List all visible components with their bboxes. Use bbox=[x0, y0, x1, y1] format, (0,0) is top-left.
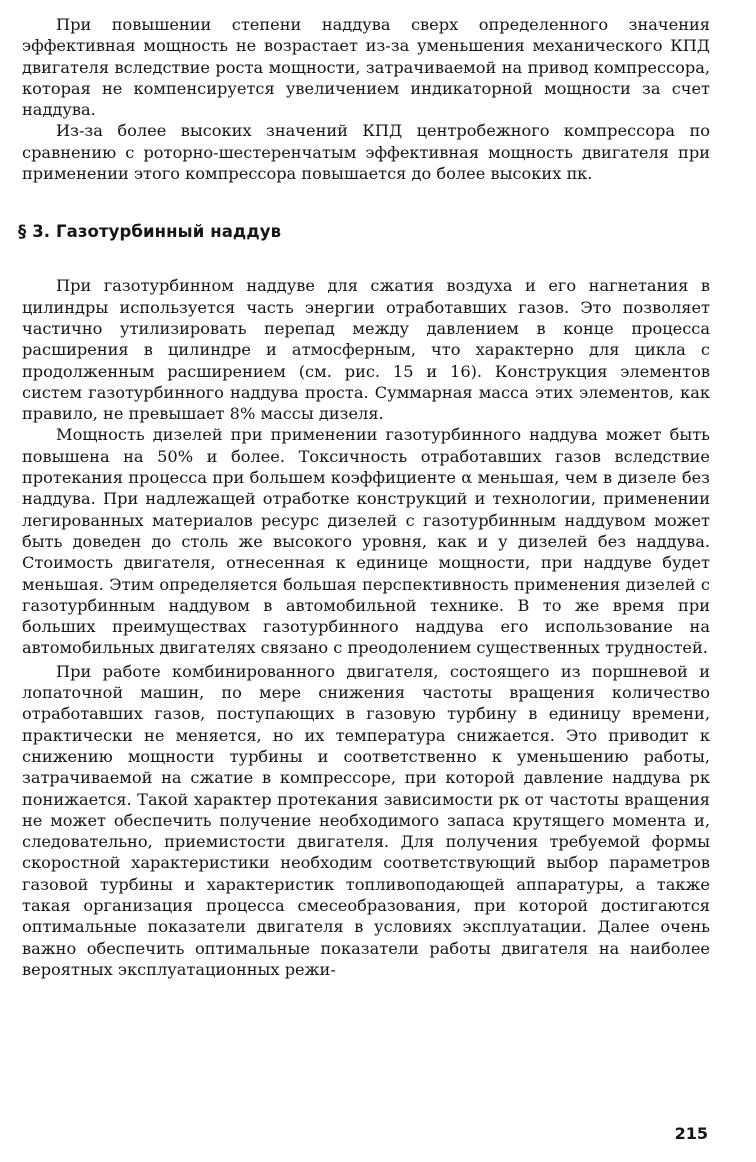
paragraph-supercharging-limit: При повышении степени наддува сверх определенного значения эффективная мощность не возрастает из-за уменьшения механического КПД двигателя вследствие роста мощности, затрачиваемой на привод компрессора, которая не компенсируется увеличением индикаторной мощности за счет наддува. bbox=[22, 15, 710, 120]
paragraph-diesel-power: Мощность дизелей при применении газотурбинного наддува может быть повышена на 50% и более. Токсичность отработавших газов вследствие протекания процесса при большем коэффициенте α меньшая, чем в дизеле без наддува. При надлежащей отработке конструкций и технологии, применении легированных материалов ресурс дизелей с газотурбинным наддувом может быть доведен до столь же высокого уровня, как и у дизелей без наддува. Стоимость двигателя, отнесенная к единице мощности, при наддуве будет меньшая. Этим определяется большая перспективность применения дизелей с газотурбинным наддувом в автомобильной технике. В то же время при больших преимуществах газотурбинного наддува его использование на автомобильных двигателях связано с преодолением существенных трудностей. bbox=[22, 425, 710, 658]
paragraph-combined-engine: При работе комбинированного двигателя, состоящего из поршневой и лопаточной машин, по мере снижения частоты вращения количество отработавших газов, поступающих в газовую турбину в единицу времени, практически не меняется, но их температура снижается. Это приводит к снижению мощности турбины и соответственно к уменьшению работы, затрачиваемой на сжатие в компрессоре, при которой давление наддува pк понижается. Такой характер протекания зависимости pк от частоты вращения не может обеспечить получение необходимого запаса крутящего момента и, следовательно, приемистости двигателя. Для получения требуемой формы скоростной характеристики необходим соответствующий выбор параметров газовой турбины и характеристик топливоподающей аппаратуры, а также такая организация процесса смесеобразования, при которой достигаются оптимальные показатели двигателя в условиях эксплуатации. Далее очень важно обеспечить оптимальные показатели работы двигателя на наиболее вероятных эксплуатационных режи- bbox=[22, 661, 710, 979]
paragraph-gas-turbine-intro: При газотурбинном наддуве для сжатия воздуха и его нагнетания в цилиндры используется часть энергии отработавших газов. Это позволяет частично утилизировать перепад между давлением в конце процесса расширения в цилиндре и атмосферным, что характерно для цикла с продолженным расширением (см. рис. 15 и 16). Конструкция элементов систем газотурбинного наддува проста. Суммарная масса этих элементов, как правило, не превышает 8% массы дизеля. bbox=[22, 276, 710, 424]
document-page bbox=[18, 14, 710, 980]
section-heading: § 3. Газотурбинный наддув bbox=[18, 222, 282, 242]
paragraph-centrifugal-compressor: Из-за более высоких значений КПД центробежного компрессора по сравнению с роторно-шестеренчатым эффективная мощность двигателя при применении этого компрессора повышается до более высоких πк. bbox=[22, 121, 710, 184]
page-number: 215 bbox=[674, 1124, 708, 1143]
